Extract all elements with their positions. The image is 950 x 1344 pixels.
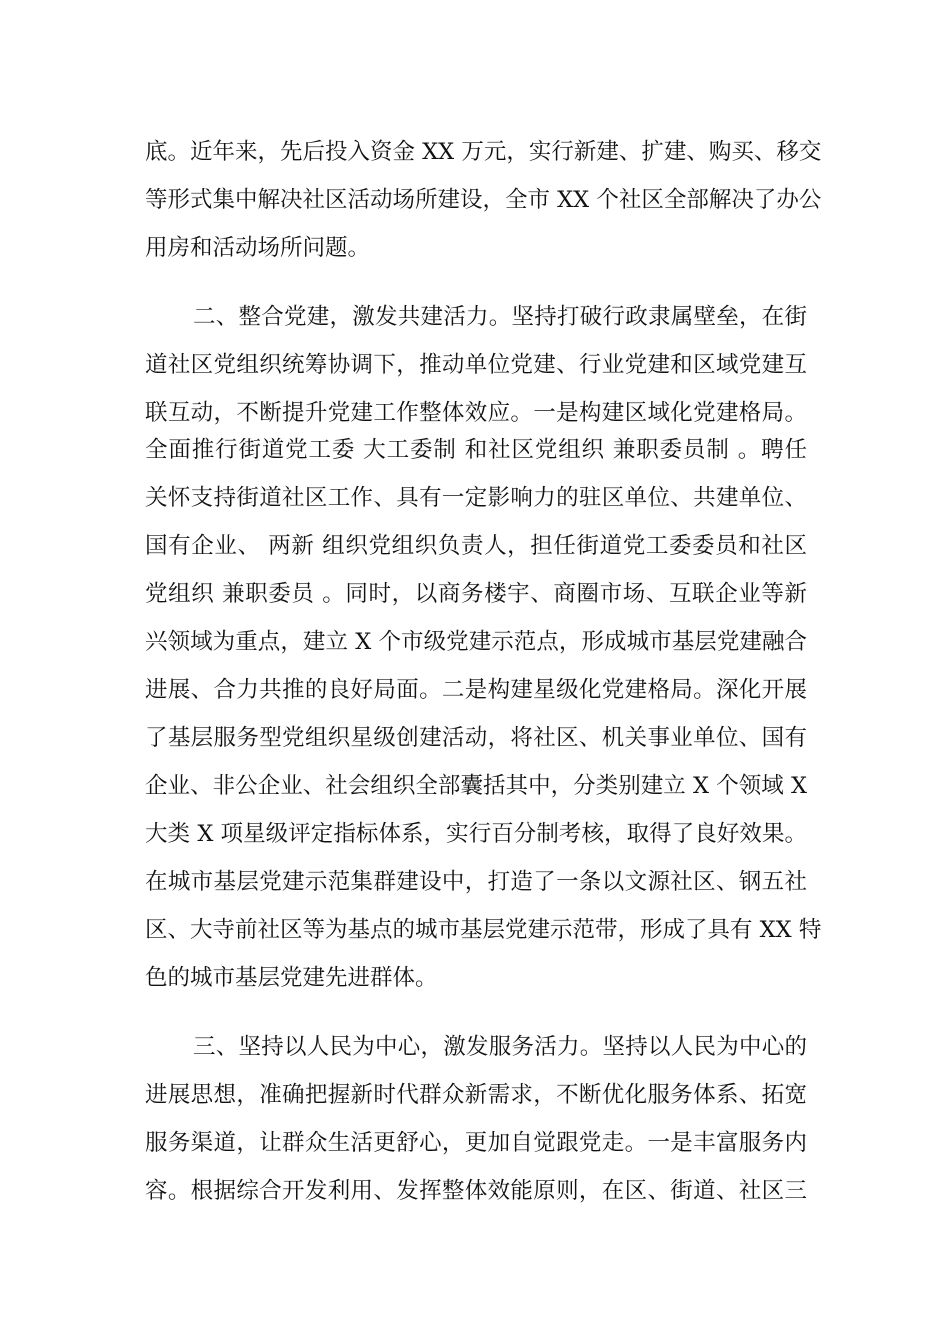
- text-line: 联互动，不断提升党建工作整体效应。一是构建区域化党建格局。: [145, 400, 807, 426]
- text-line: 等形式集中解决社区活动场所建设，全市 XX 个社区全部解决了办公: [145, 187, 822, 213]
- text-line: 了基层服务型党组织星级创建活动，将社区、机关事业单位、国有: [145, 725, 807, 751]
- text-line: 国有企业、 两新 组织党组织负责人，担任街道党工委委员和社区: [145, 533, 807, 559]
- paragraph-start-line: 二、整合党建，激发共建活力。坚持打破行政隶属壁垒，在街: [193, 304, 807, 330]
- text-line: 党组织 兼职委员 。同时，以商务楼宇、商圈市场、互联企业等新: [145, 581, 807, 607]
- text-line: 进展、合力共推的良好局面。二是构建星级化党建格局。深化开展: [145, 677, 807, 703]
- text-line: 关怀支持街道社区工作、具有一定影响力的驻区单位、共建单位、: [145, 485, 807, 511]
- text-line: 进展思想，准确把握新时代群众新需求，不断优化服务体系、拓宽: [145, 1082, 807, 1108]
- text-line: 区、大寺前社区等为基点的城市基层党建示范带，形成了具有 XX 特: [145, 917, 822, 943]
- text-line: 兴领域为重点，建立 X 个市级党建示范点，形成城市基层党建融合: [145, 629, 807, 655]
- text-line: 道社区党组织统筹协调下，推动单位党建、行业党建和区域党建互: [145, 352, 807, 378]
- text-line: 用房和活动场所问题。: [145, 235, 371, 261]
- text-line: 底。近年来，先后投入资金 XX 万元，实行新建、扩建、购买、移交: [145, 139, 822, 165]
- text-line: 大类 X 项星级评定指标体系，实行百分制考核，取得了良好效果。: [145, 821, 807, 847]
- text-line: 在城市基层党建示范集群建设中，打造了一条以文源社区、钢五社: [145, 869, 807, 895]
- paragraph-start-line: 三、坚持以人民为中心，激发服务活力。坚持以人民为中心的: [193, 1034, 807, 1060]
- text-line: 企业、非公企业、社会组织全部囊括其中，分类别建立 X 个领域 X: [145, 773, 807, 799]
- text-line: 容。根据综合开发利用、发挥整体效能原则，在区、街道、社区三: [145, 1178, 807, 1204]
- text-line: 服务渠道，让群众生活更舒心，更加自觉跟党走。一是丰富服务内: [145, 1130, 807, 1156]
- text-line: 全面推行街道党工委 大工委制 和社区党组织 兼职委员制 。聘任: [145, 437, 807, 463]
- text-line: 色的城市基层党建先进群体。: [145, 965, 438, 991]
